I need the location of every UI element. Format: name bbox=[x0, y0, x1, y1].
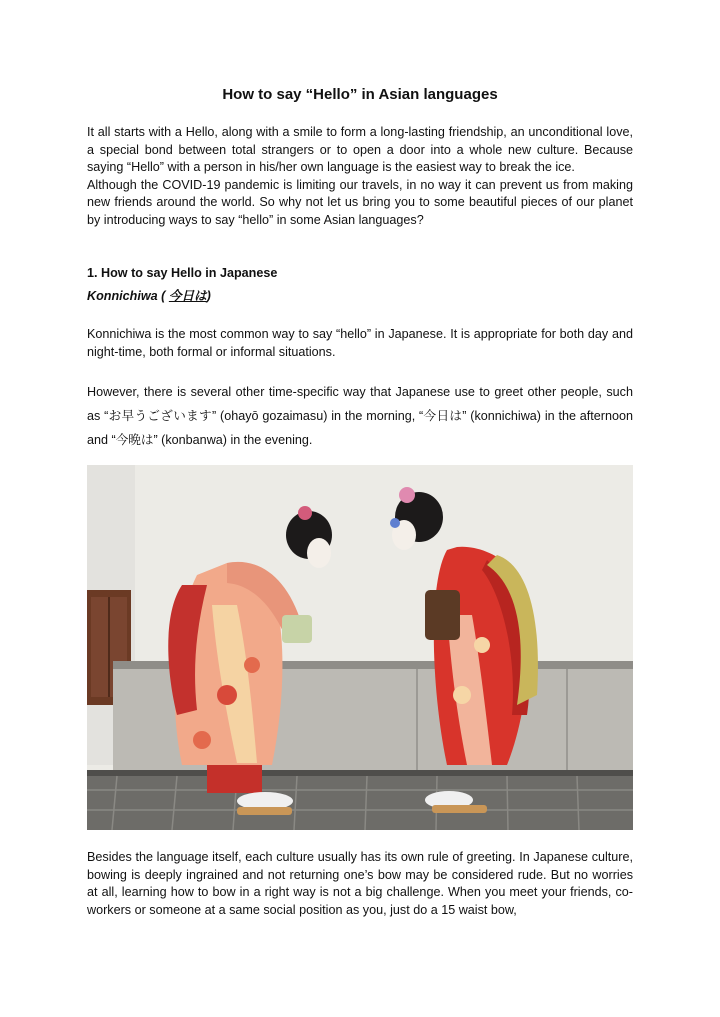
intro-paragraph-1: It all starts with a Hello, along with a smile to form a long-lasting friendship, an unconditional love, a special bond between total strangers or to open a door into a whole new culture. Because saying “Hello” with a person in his/her own language is the easiest way to break the ice. bbox=[87, 125, 633, 175]
paragraph-text: Besides the language itself, each culture usually has its own rule of greeting. In Japanese culture, bowing is deeply ingrained and not returning one’s bow may be considered rude. But no worries at all, learning how to bow in a right way is not a big challenge. When you meet your friends, co-workers or someone at a same social position as you, just do a 15 waist bow, bbox=[87, 850, 633, 917]
page-bottom-fade bbox=[0, 925, 720, 1017]
section-paragraph-2 bbox=[87, 380, 633, 452]
paragraph-text: However, there is several other time-specific way that Japanese use to greet other people, such as “お早うございます” (ohayō gozaimasu) in the morning, “今日は” (konnichiwa) in the afternoon and “今晩は” (konbanwa) in the evening. bbox=[87, 385, 633, 447]
section-paragraph-1 bbox=[87, 326, 633, 361]
intro-section bbox=[87, 124, 633, 230]
subheading-latin: Konnichiwa ( bbox=[87, 289, 169, 303]
page-title: How to say “Hello” in Asian languages bbox=[222, 86, 498, 103]
two-women-in-kimono-bowing-photo bbox=[87, 465, 633, 830]
section-subheading bbox=[87, 285, 211, 304]
subheading-close: ) bbox=[206, 289, 211, 303]
intro-paragraph-2: Although the COVID-19 pandemic is limiting our travels, in no way it can prevent us from making new friends around the world. So why not let us bring you to some beautiful pieces of our planet by introducing ways to say “hello” in some Asian languages? bbox=[87, 177, 633, 227]
paragraph-text: Konnichiwa is the most common way to say “hello” in Japanese. It is appropriate for both day and night-time, both formal or informal situations. bbox=[87, 327, 633, 359]
section-paragraph-3 bbox=[87, 849, 633, 919]
subheading-japanese: 今日は bbox=[168, 289, 207, 303]
section-heading: 1. How to say Hello in Japanese bbox=[87, 266, 278, 280]
